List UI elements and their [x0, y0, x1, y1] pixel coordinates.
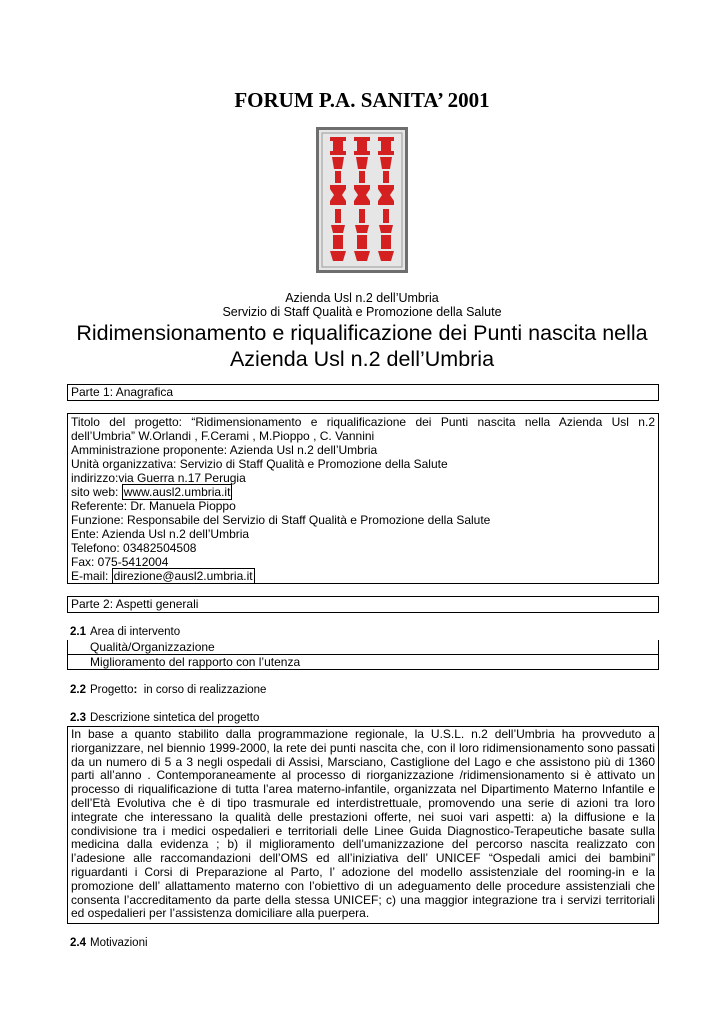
project-authors: dell’Umbria” W.Orlandi , F.Cerami , M.Pioppo , C. Vannini	[71, 429, 375, 443]
section-number: 2.4	[70, 937, 86, 949]
registry-box	[67, 413, 659, 584]
section-number: 2.2	[70, 684, 86, 696]
section-number: 2.3	[70, 712, 86, 724]
part1-header	[67, 384, 659, 401]
section-colon: :	[133, 684, 138, 696]
section-2-2-heading	[70, 684, 266, 696]
organization-service: Servizio di Staff Qualità e Promozione della Salute	[222, 305, 502, 319]
project-description: In base a quanto stabilito dalla programmazione regionale, la U.S.L. n.2 dell’Umbria ha provveduto a riorganizzare, nel biennio 1999-2000, la rete dei punti nascita che, con il loro ridimensionamento sono passati da un numero di 5 a 3 negli ospedali di Assisi, Marsciano, Castiglione del Lago e che assistono più di 1360 parti all’anno . Contemporaneamente al processo di riorganizzazione /ridimensionamento si è attivato un processo di riqualificazione di tutta l’area materno-infantile, organizzata nel Dipartimento Materno Infantile e dell’Età Evolutiva che è di tipo trasmurale ed interdistrettuale, promovendo una serie di azioni tra loro integrate che interessano la qualità delle prestazioni offerte, nei suoi vari aspetti: a) la diffusione e la condivisione tra i medici ospedalieri e territoriali delle Linee Guida Diagnostico-Terapeutiche basate sulla medicina dalla evidenza ; b) il miglioramento dell’umanizzazione del percorso nascita realizzato con l’adesione alle raccomandazioni dell’OMS ed all’iniziativa dell’ UNICEF “Ospedali amici dei bambini” riguardanti i Corsi di Preparazione al Parto, l’ adozione del modello assistenziale del rooming-in e la promozione dell’ allattamento materno con l’obiettivo di un adeguamento delle procedure assistenziali che consenta l’accreditamento da parte della stessa UNICEF; c) una maggior integrazione tra i servizi territoriali ed ospedalieri per l’assistenza domiciliare alla puerpera.	[67, 726, 659, 924]
referent-field: Referente: Dr. Manuela Pioppo	[71, 499, 236, 513]
section-label: Progetto	[90, 684, 134, 696]
function-field: Funzione: Responsabile del Servizio di Staff Qualità e Promozione della Salute	[71, 513, 491, 527]
list-item: Miglioramento del rapporto con l’utenza	[68, 654, 658, 669]
website-link[interactable]: www.ausl2.umbria.it	[123, 485, 231, 499]
section-label: Area di intervento	[90, 626, 181, 638]
section-label: Descrizione sintetica del progetto	[90, 712, 260, 724]
project-status: in corso di realizzazione	[137, 684, 267, 696]
website-label: sito web:	[71, 485, 122, 499]
email-link[interactable]: direzione@ausl2.umbria.it	[113, 569, 253, 583]
project-title-line: Azienda Usl n.2 dell’Umbria	[229, 347, 495, 371]
project-title	[40, 320, 684, 372]
fax-field: Fax: 075-5412004	[71, 555, 169, 569]
list-item: Qualità/Organizzazione	[90, 640, 215, 654]
website-field	[71, 485, 655, 499]
section-label: Motivazioni	[90, 937, 148, 949]
section-number: 2.1	[70, 626, 86, 638]
part2-label: Parte 2: Aspetti generali	[71, 597, 199, 611]
project-title-field: Titolo del progetto: “Ridimensionamento e riqualificazione dei Punti nascita nella Azienda Usl n.2	[71, 415, 655, 429]
organization-name: Azienda Usl n.2 dell’Umbria	[285, 291, 439, 305]
section-2-1-heading	[70, 626, 180, 638]
email-field	[71, 569, 655, 583]
umbria-region-logo	[316, 127, 408, 273]
section-2-4-heading	[70, 937, 148, 949]
project-title-line: Ridimensionamento e riqualificazione dei Punti nascita nella	[76, 321, 648, 345]
part1-label: Parte 1: Anagrafica	[71, 385, 174, 399]
email-label: E-mail:	[71, 569, 112, 583]
phone-field: Telefono: 03482504508	[71, 541, 197, 555]
intervention-area-list	[67, 640, 659, 670]
part2-header	[67, 596, 659, 613]
address-field: indirizzo:via Guerra n.17 Perugia	[71, 471, 246, 485]
unit-field: Unità organizzativa: Servizio di Staff Qualità e Promozione della Salute	[71, 457, 448, 471]
section-2-3-heading	[70, 712, 259, 724]
entity-field: Ente: Azienda Usl n.2 dell’Umbria	[71, 527, 250, 541]
administration-field: Amministrazione proponente: Azienda Usl n.2 dell’Umbria	[71, 443, 378, 457]
document-title: FORUM P.A. SANITA’ 2001	[234, 88, 490, 112]
